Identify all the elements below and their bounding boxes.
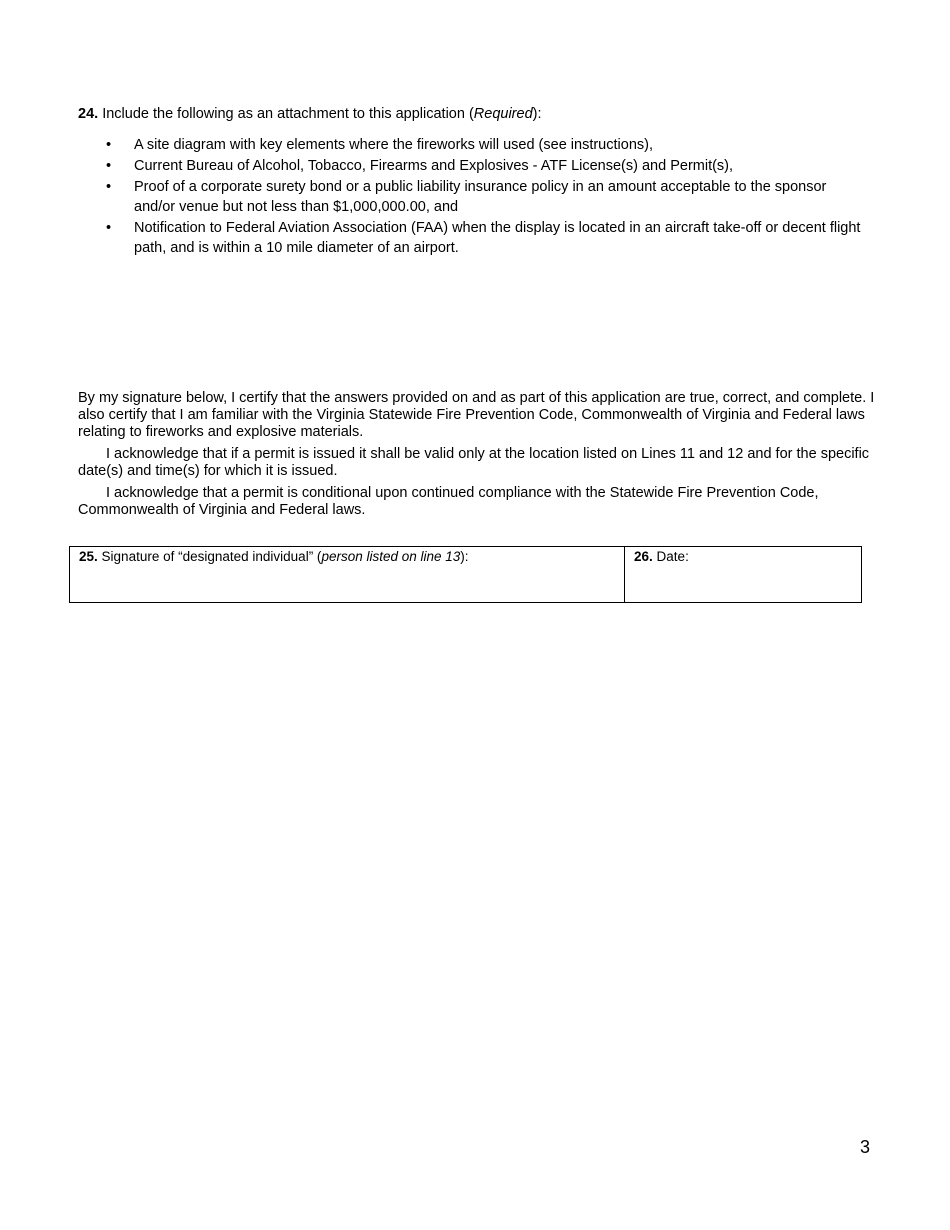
acknowledgement-compliance: I acknowledge that a permit is conditional upon continued compliance with the Statewide Fire Prevention Code, Commonwealth of Virginia and Federal laws. <box>78 485 819 518</box>
signature-table <box>69 546 862 603</box>
list-item <box>78 135 868 155</box>
item-24-number: 24. <box>78 106 99 122</box>
certification-block <box>78 390 878 524</box>
bullet-icon: • <box>106 179 112 195</box>
date-label: Date: <box>656 549 689 564</box>
attachment-list <box>78 135 868 259</box>
bullet-icon: • <box>106 220 112 236</box>
date-number: 26. <box>634 549 653 564</box>
list-item <box>78 218 868 258</box>
acknowledgement-location: I acknowledge that if a permit is issued it shall be valid only at the location listed on Lines 11 and 12 and for the specific date(s) and time(s) for which it is issued. <box>78 446 870 479</box>
signature-label-end: ): <box>460 549 469 564</box>
list-item-text: Notification to Federal Aviation Association (FAA) when the display is located in an aircraft take-off or decent flight path, and is within a 10 mile diameter of an airport. <box>134 220 861 256</box>
item-24-text-before: Include the following as an attachment to this application ( <box>102 106 474 122</box>
item-24-heading <box>78 105 878 123</box>
list-item-text: Proof of a corporate surety bond or a public liability insurance policy in an amount acceptable to the sponsor and/or venue but not less than $1,000,000.00, and <box>134 179 827 215</box>
bullet-icon: • <box>106 137 112 153</box>
signature-number: 25. <box>79 549 98 564</box>
list-item-text: A site diagram with key elements where the fireworks will used (see instructions), <box>134 137 653 153</box>
date-field[interactable] <box>625 547 862 603</box>
list-item <box>78 177 868 217</box>
signature-label: Signature of “designated individual” ( <box>101 549 322 564</box>
signature-field[interactable] <box>70 547 625 603</box>
signature-label-italic: person listed on line 13 <box>321 549 461 564</box>
list-item-text: Current Bureau of Alcohol, Tobacco, Firearms and Explosives - ATF License(s) and Permit(s), <box>134 158 734 174</box>
certification-paragraph: By my signature below, I certify that the answers provided on and as part of this application are true, correct, and complete. I also certify that I am familiar with the Virginia Statewide Fire Prevention Code, Commonwealth of Virginia and Federal laws relating to fireworks and explosive materials. <box>78 390 875 440</box>
item-24-required: Required <box>473 106 533 122</box>
item-24-text-after: ): <box>532 106 542 122</box>
list-item <box>78 156 868 176</box>
page-number: 3 <box>860 1137 871 1157</box>
bullet-icon: • <box>106 158 112 174</box>
